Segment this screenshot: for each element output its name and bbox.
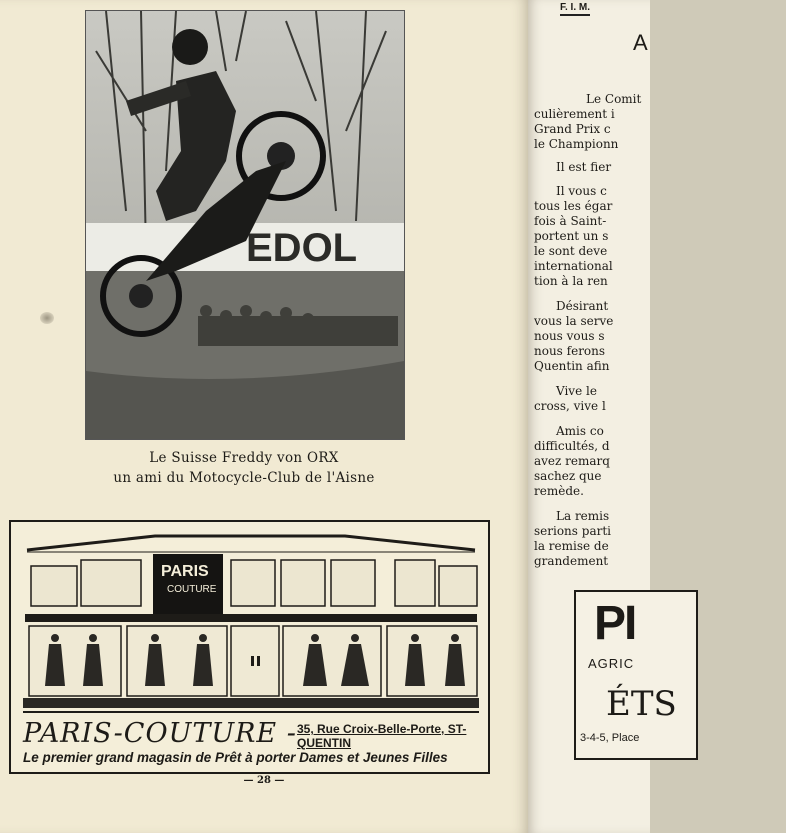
text-line: nous ferons [534,344,606,358]
text-line: remède. [534,484,584,498]
photo-caption [85,448,403,488]
ad-address: 35, Rue Croix-Belle-Porte, ST-QUENTIN [297,722,467,750]
section-header: F. I. M. [560,2,590,16]
storefront-illustration [15,526,483,716]
text-line: Grand Prix c [534,122,611,136]
paper-smudge [40,312,54,324]
ad-tagline: Le premier grand magasin de Prêt à porter Dames et Jeunes Filles [23,750,448,765]
text-line: la remise de [534,539,609,553]
motocross-photo [85,10,405,440]
text-line: international [534,259,613,273]
text-line: le Championn [534,137,619,151]
ad-brand-name: PARIS-COUTURE - [23,718,297,749]
text-line: sachez que [534,469,602,483]
ad-big-letters: PI [594,597,636,650]
text-line: cross, vive l [534,399,606,413]
text-line: Amis co [556,424,604,438]
text-line: portent un s [534,229,609,243]
banner-text: EDOL [246,226,358,270]
ad-place: 3-4-5, Place [580,732,640,744]
text-line: Il est fier [556,160,612,174]
rider-jump-image [86,11,404,439]
title-initial: A [633,30,648,55]
right-page-advertisement [574,590,698,760]
right-page [528,0,677,833]
text-line: Quentin afin [534,359,610,373]
text-line: le sont deve [534,244,608,258]
text-line: Désirant [556,299,609,313]
sign-text-couture: COUTURE [167,584,217,595]
text-line: tion à la ren [534,274,608,288]
text-line: Vive le [556,384,597,398]
ad-agric: AGRIC [588,656,635,671]
text-line: difficultés, d [534,439,610,453]
text-line: Il vous c [556,184,607,198]
text-line: serions parti [534,524,611,538]
text-line: tous les égar [534,199,613,213]
text-line: Le Comit [586,92,642,106]
paris-couture-advertisement [9,520,490,774]
text-line: La remis [556,509,610,523]
page-number: — 28 — [243,775,285,786]
caption-line-1: Le Suisse Freddy von ORX [149,450,339,466]
text-line: vous la serve [534,314,614,328]
text-line: grandement [534,554,609,568]
text-line: avez remarq [534,454,610,468]
text-line: culièrement i [534,107,615,121]
text-line: fois à Saint- [534,214,607,228]
text-line: nous vous s [534,329,605,343]
caption-line-2: un ami du Motocycle-Club de l'Aisne [113,470,375,486]
ad-ets: ÉTS [606,684,677,724]
sign-text-paris: PARIS [161,563,209,580]
